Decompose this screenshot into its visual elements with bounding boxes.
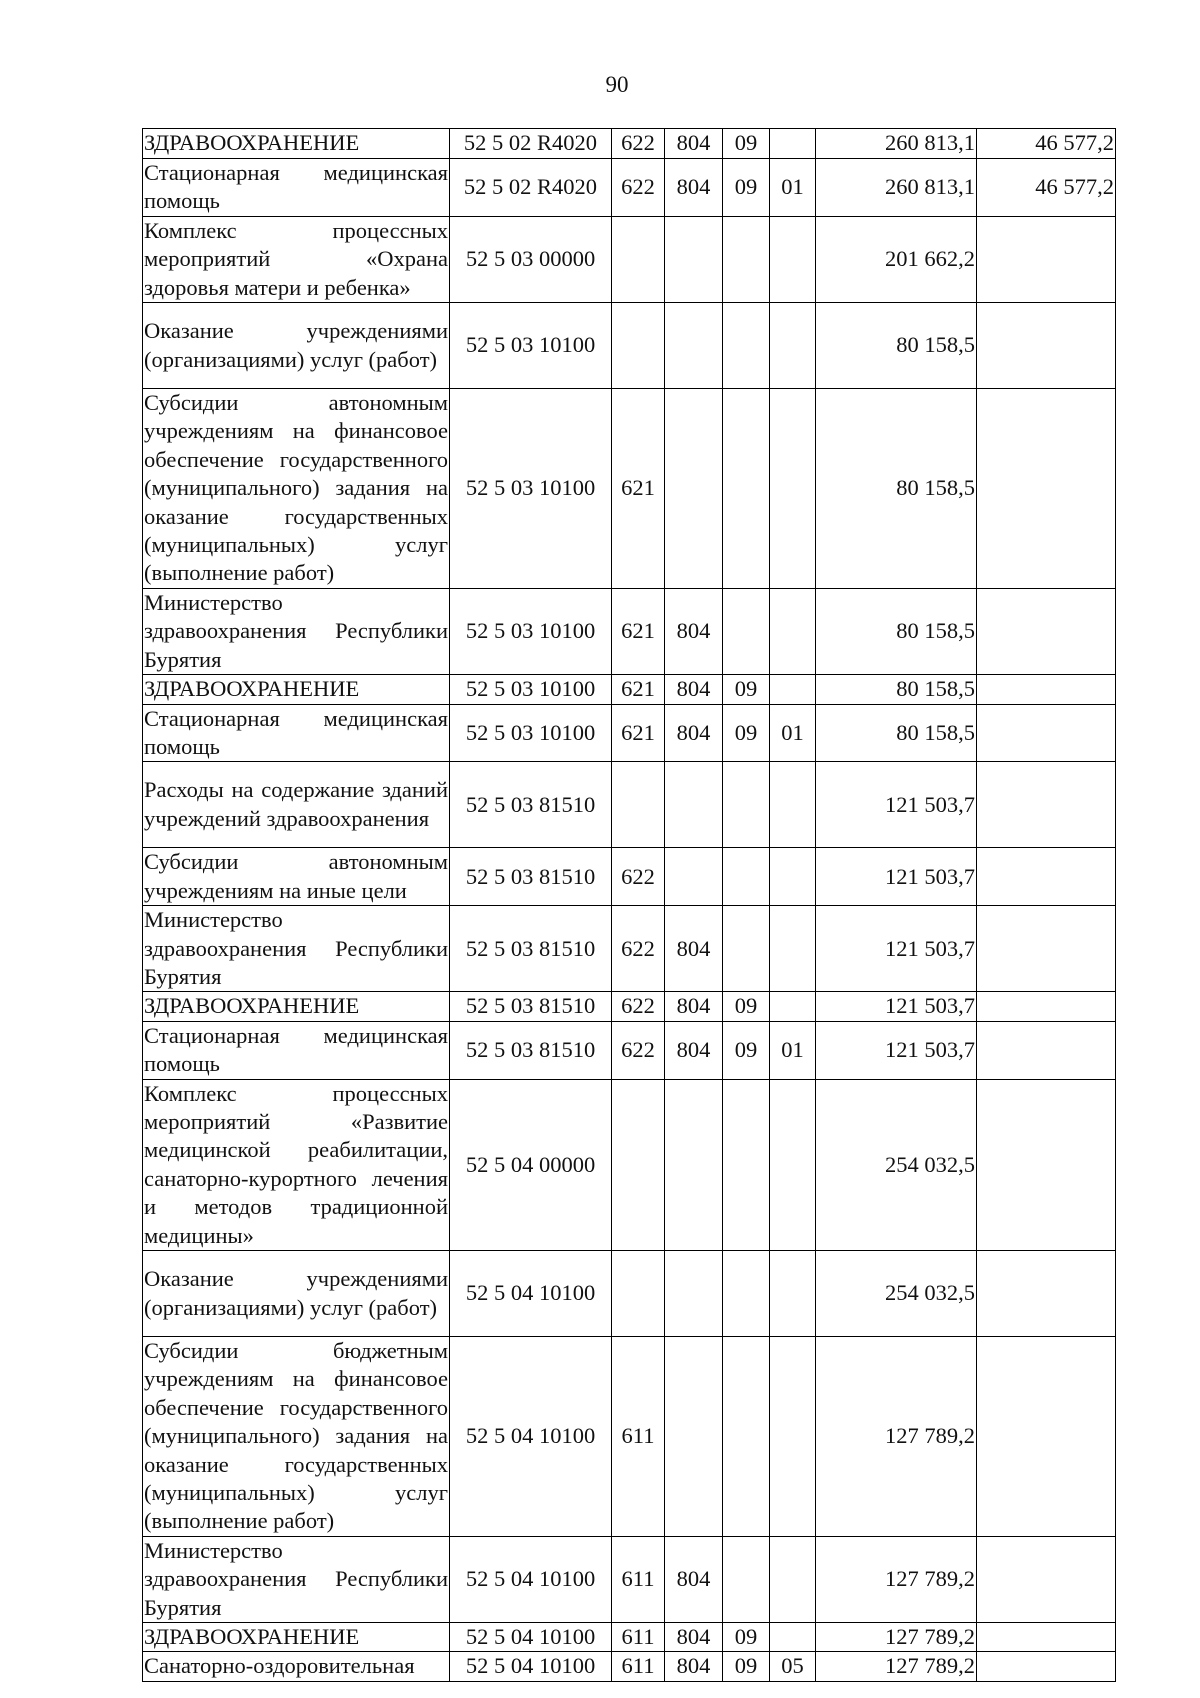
amount-2 <box>977 704 1116 762</box>
expense-type: 621 <box>612 675 665 704</box>
amount-1: 121 503,7 <box>816 906 977 992</box>
table-row <box>143 389 1116 589</box>
table-row <box>143 1536 1116 1622</box>
subsection-code: 01 <box>770 159 816 217</box>
row-name: ЗДРАВООХРАНЕНИЕ <box>143 1623 450 1652</box>
subsection-code <box>770 992 816 1021</box>
section-code <box>723 1251 770 1337</box>
amount-1: 80 158,5 <box>816 675 977 704</box>
department-code: 804 <box>665 1623 723 1652</box>
expense-type: 622 <box>612 906 665 992</box>
section-code <box>723 303 770 389</box>
department-code: 804 <box>665 1652 723 1681</box>
row-name: Комплекс процессных мероприятий «Охрана здоровья матери и ребенка» <box>143 216 450 302</box>
table-row <box>143 303 1116 389</box>
subsection-code <box>770 129 816 159</box>
subsection-code: 05 <box>770 1652 816 1681</box>
amount-1: 121 503,7 <box>816 992 977 1021</box>
subsection-code <box>770 389 816 589</box>
expense-type: 611 <box>612 1536 665 1622</box>
expense-type: 622 <box>612 992 665 1021</box>
section-code <box>723 848 770 906</box>
expense-type: 611 <box>612 1337 665 1537</box>
target-code: 52 5 04 10100 <box>450 1623 612 1652</box>
row-name: Министерство здравоохранения Республики Бурятия <box>143 588 450 674</box>
table-row <box>143 848 1116 906</box>
target-code: 52 5 04 10100 <box>450 1536 612 1622</box>
target-code: 52 5 04 10100 <box>450 1337 612 1537</box>
department-code: 804 <box>665 1021 723 1079</box>
subsection-code <box>770 303 816 389</box>
expense-type: 621 <box>612 588 665 674</box>
department-code <box>665 762 723 848</box>
table-row <box>143 1021 1116 1079</box>
amount-1: 127 789,2 <box>816 1536 977 1622</box>
department-code: 804 <box>665 1536 723 1622</box>
table-row <box>143 704 1116 762</box>
expense-type: 622 <box>612 159 665 217</box>
table-row <box>143 992 1116 1021</box>
target-code: 52 5 03 81510 <box>450 1021 612 1079</box>
target-code: 52 5 03 00000 <box>450 216 612 302</box>
subsection-code <box>770 762 816 848</box>
department-code: 804 <box>665 159 723 217</box>
section-code <box>723 1079 770 1250</box>
department-code: 804 <box>665 588 723 674</box>
section-code: 09 <box>723 159 770 217</box>
expense-type: 622 <box>612 848 665 906</box>
target-code: 52 5 02 R4020 <box>450 159 612 217</box>
subsection-code <box>770 1079 816 1250</box>
section-code: 09 <box>723 1652 770 1681</box>
row-name: ЗДРАВООХРАНЕНИЕ <box>143 675 450 704</box>
expense-type <box>612 303 665 389</box>
table-row <box>143 1652 1116 1681</box>
target-code: 52 5 04 10100 <box>450 1652 612 1681</box>
expense-type: 611 <box>612 1652 665 1681</box>
section-code: 09 <box>723 129 770 159</box>
subsection-code <box>770 675 816 704</box>
target-code: 52 5 03 81510 <box>450 848 612 906</box>
subsection-code <box>770 1251 816 1337</box>
department-code: 804 <box>665 704 723 762</box>
section-code <box>723 588 770 674</box>
table-row <box>143 159 1116 217</box>
subsection-code <box>770 906 816 992</box>
amount-2: 46 577,2 <box>977 159 1116 217</box>
target-code: 52 5 04 10100 <box>450 1251 612 1337</box>
expense-type: 611 <box>612 1623 665 1652</box>
row-name: Министерство здравоохранения Республики Бурятия <box>143 1536 450 1622</box>
row-name: Стационарная медицинская помощь <box>143 1021 450 1079</box>
section-code <box>723 216 770 302</box>
table-row <box>143 1079 1116 1250</box>
target-code: 52 5 03 10100 <box>450 704 612 762</box>
row-name: Оказание учреждениями (организациями) услуг (работ) <box>143 303 450 389</box>
subsection-code: 01 <box>770 1021 816 1079</box>
amount-2 <box>977 1623 1116 1652</box>
row-name: Стационарная медицинская помощь <box>143 704 450 762</box>
amount-2 <box>977 1021 1116 1079</box>
row-name: Стационарная медицинская помощь <box>143 159 450 217</box>
table-row <box>143 588 1116 674</box>
amount-2 <box>977 762 1116 848</box>
section-code <box>723 1536 770 1622</box>
expense-type: 621 <box>612 704 665 762</box>
department-code <box>665 1251 723 1337</box>
amount-1: 201 662,2 <box>816 216 977 302</box>
amount-1: 80 158,5 <box>816 704 977 762</box>
department-code: 804 <box>665 992 723 1021</box>
table-row <box>143 1623 1116 1652</box>
section-code: 09 <box>723 704 770 762</box>
amount-2 <box>977 389 1116 589</box>
department-code <box>665 848 723 906</box>
amount-2 <box>977 1251 1116 1337</box>
section-code <box>723 906 770 992</box>
amount-1: 254 032,5 <box>816 1079 977 1250</box>
row-name: Субсидии автономным учреждениям на иные цели <box>143 848 450 906</box>
budget-table <box>142 128 1116 1682</box>
target-code: 52 5 03 10100 <box>450 588 612 674</box>
department-code: 804 <box>665 129 723 159</box>
amount-1: 80 158,5 <box>816 389 977 589</box>
table-row <box>143 906 1116 992</box>
row-name: ЗДРАВООХРАНЕНИЕ <box>143 129 450 159</box>
expense-type <box>612 216 665 302</box>
target-code: 52 5 03 10100 <box>450 303 612 389</box>
amount-2 <box>977 1337 1116 1537</box>
expense-type: 622 <box>612 129 665 159</box>
amount-1: 260 813,1 <box>816 159 977 217</box>
amount-1: 80 158,5 <box>816 303 977 389</box>
subsection-code: 01 <box>770 704 816 762</box>
section-code: 09 <box>723 675 770 704</box>
section-code: 09 <box>723 992 770 1021</box>
table-row <box>143 1251 1116 1337</box>
amount-1: 254 032,5 <box>816 1251 977 1337</box>
section-code <box>723 762 770 848</box>
amount-2 <box>977 216 1116 302</box>
amount-1: 260 813,1 <box>816 129 977 159</box>
amount-2 <box>977 992 1116 1021</box>
target-code: 52 5 03 81510 <box>450 906 612 992</box>
target-code: 52 5 04 00000 <box>450 1079 612 1250</box>
section-code: 09 <box>723 1021 770 1079</box>
table-row <box>143 1337 1116 1537</box>
amount-2 <box>977 303 1116 389</box>
target-code: 52 5 02 R4020 <box>450 129 612 159</box>
amount-1: 127 789,2 <box>816 1652 977 1681</box>
table-row <box>143 762 1116 848</box>
expense-type: 621 <box>612 389 665 589</box>
table-row <box>143 129 1116 159</box>
row-name: Оказание учреждениями (организациями) услуг (работ) <box>143 1251 450 1337</box>
row-name: Санаторно-оздоровительная <box>143 1652 450 1681</box>
subsection-code <box>770 216 816 302</box>
amount-2 <box>977 906 1116 992</box>
department-code: 804 <box>665 675 723 704</box>
subsection-code <box>770 848 816 906</box>
expense-type <box>612 1079 665 1250</box>
department-code <box>665 389 723 589</box>
amount-1: 121 503,7 <box>816 1021 977 1079</box>
amount-2 <box>977 675 1116 704</box>
table-row <box>143 675 1116 704</box>
target-code: 52 5 03 10100 <box>450 389 612 589</box>
row-name: Министерство здравоохранения Республики Бурятия <box>143 906 450 992</box>
amount-1: 127 789,2 <box>816 1623 977 1652</box>
amount-2: 46 577,2 <box>977 129 1116 159</box>
department-code <box>665 216 723 302</box>
amount-2 <box>977 848 1116 906</box>
expense-type <box>612 1251 665 1337</box>
row-name: ЗДРАВООХРАНЕНИЕ <box>143 992 450 1021</box>
row-name: Комплекс процессных мероприятий «Развитие медицинской реабилитации, санаторно-курортного лечения и методов традиционной медицины» <box>143 1079 450 1250</box>
amount-2 <box>977 588 1116 674</box>
row-name: Расходы на содержание зданий учреждений здравоохранения <box>143 762 450 848</box>
target-code: 52 5 03 10100 <box>450 675 612 704</box>
expense-type <box>612 762 665 848</box>
amount-1: 127 789,2 <box>816 1337 977 1537</box>
row-name: Субсидии бюджетным учреждениям на финансовое обеспечение государственного (муниципального) задания на оказание государственных (муниципальных) услуг (выполнение работ) <box>143 1337 450 1537</box>
amount-2 <box>977 1536 1116 1622</box>
subsection-code <box>770 1623 816 1652</box>
subsection-code <box>770 588 816 674</box>
department-code <box>665 1079 723 1250</box>
amount-1: 80 158,5 <box>816 588 977 674</box>
target-code: 52 5 03 81510 <box>450 992 612 1021</box>
target-code: 52 5 03 81510 <box>450 762 612 848</box>
amount-1: 121 503,7 <box>816 762 977 848</box>
page-number: 90 <box>605 72 629 97</box>
amount-2 <box>977 1079 1116 1250</box>
row-name: Субсидии автономным учреждениям на финансовое обеспечение государственного (муниципального) задания на оказание государственных (муниципальных) услуг (выполнение работ) <box>143 389 450 589</box>
subsection-code <box>770 1337 816 1537</box>
section-code: 09 <box>723 1623 770 1652</box>
section-code <box>723 1337 770 1537</box>
department-code: 804 <box>665 906 723 992</box>
department-code <box>665 1337 723 1537</box>
table-row <box>143 216 1116 302</box>
amount-2 <box>977 1652 1116 1681</box>
section-code <box>723 389 770 589</box>
department-code <box>665 303 723 389</box>
subsection-code <box>770 1536 816 1622</box>
expense-type: 622 <box>612 1021 665 1079</box>
amount-1: 121 503,7 <box>816 848 977 906</box>
